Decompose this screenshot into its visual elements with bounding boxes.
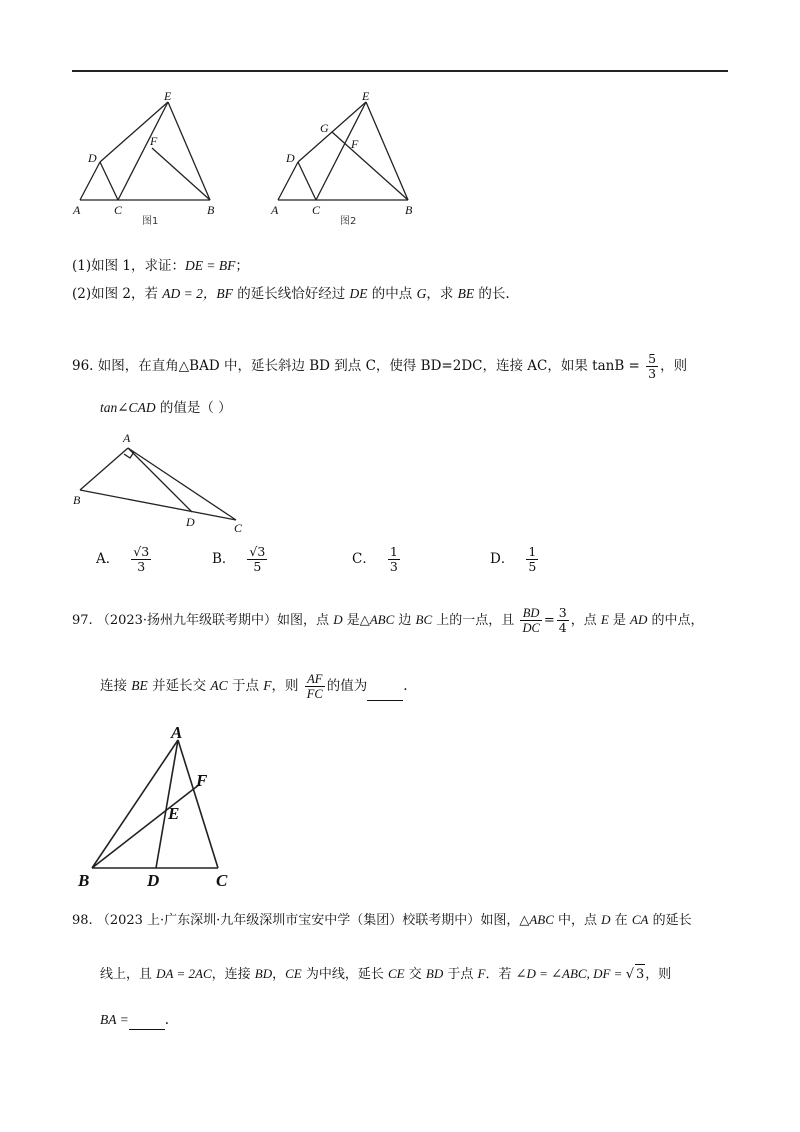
label-d: D [286,151,295,165]
q96-figure [68,428,258,536]
label-a: A [171,723,183,742]
fig1-caption: 图1 [142,216,159,227]
tan-fraction: $\frac{5}{3}$ [648,351,657,381]
label-d: D [186,515,195,529]
label-c: C [216,871,228,890]
question-source: （2023·扬州九年级联考期中） [96,613,278,628]
label-b: B [73,493,81,507]
label-c: C [114,203,123,217]
q96-choice-c[interactable]: C． $\frac{1}{3}$ [352,544,398,574]
q96-choice-d[interactable]: D． $\frac{1}{5}$ [490,544,537,574]
q96-stem-line1: 96. 如图，在直角△BAD 中，延长斜边 BD 到点 C，使得 BD=2DC，连接 AC，如果 tanB = $\frac{5}{3}$ ，则 [72,351,688,381]
q98-stem-line1: 98. （2023 上·广东深圳·九年级深圳市宝安中学（集团）校联考期中）如图，△ABC 中，点 D 在 CA 的延长 [72,912,692,928]
label-d: D [88,151,97,165]
label-a: A [271,203,279,217]
fig2-caption: 图2 [340,216,357,227]
answer-blank[interactable] [129,1015,165,1030]
question-number: 96. [72,358,94,374]
label-a: A [123,431,131,445]
q98-stem-line2: 线上，且 DA = 2AC，连接 BD，CE 为中线，延长 CE 交 BD 于点 F．若 ∠D = ∠ABC, DF = √ 3，则 [100,964,671,985]
label-c: C [312,203,321,217]
label-b: B [405,203,413,217]
q95-part2: (2)如图 2，若 AD = 2，BF 的延长线恰好经过 DE 的中点 G，求 BE 的长. [72,286,510,302]
label-e: E [362,90,370,103]
label-d: D [147,871,160,890]
label-f: F [196,771,208,790]
label-a: A [73,203,81,217]
label-f: F [150,134,158,148]
q96-stem-line2: tan∠CAD 的值是（ ） [100,400,232,416]
question-source: （2023 上·广东深圳·九年级深圳市宝安中学（集团）校联考期中） [96,913,481,928]
q97-figure [70,722,250,892]
label-b: B [207,203,215,217]
question-number: 98. [72,913,93,928]
q95-figure-1 [70,90,230,230]
q97-stem-line2: 连接 BE 并延长交 AC 于点 F，则 $\frac{AF}{FC}$ 的值为 . [100,672,408,701]
answer-blank[interactable] [367,686,403,701]
label-b: B [78,871,90,890]
question-number: 97. [72,613,93,628]
q97-stem-line1: 97. （2023·扬州九年级联考期中）如图，点 D 是△ABC 边 BC 上的一点，且 $\frac{BD}{DC}$ = $\frac{3}{4}$ ，点 E 是 AD 的中点， [72,605,704,635]
q98-stem-line3: BA = . [100,1012,170,1028]
label-g: G [320,121,329,135]
q95-part1: (1)如图 1，求证：DE = BF； [72,258,249,274]
label-e: E [164,90,172,103]
q95-figure-2 [268,90,428,230]
label-f: F [351,137,359,151]
q96-choice-b[interactable]: B． $\frac{√3}{5}$ [212,544,266,574]
header-rule [72,70,728,72]
label-c: C [234,521,243,535]
label-e: E [168,804,180,823]
q96-choice-a[interactable]: A． $\frac{√3}{3}$ [96,544,150,574]
